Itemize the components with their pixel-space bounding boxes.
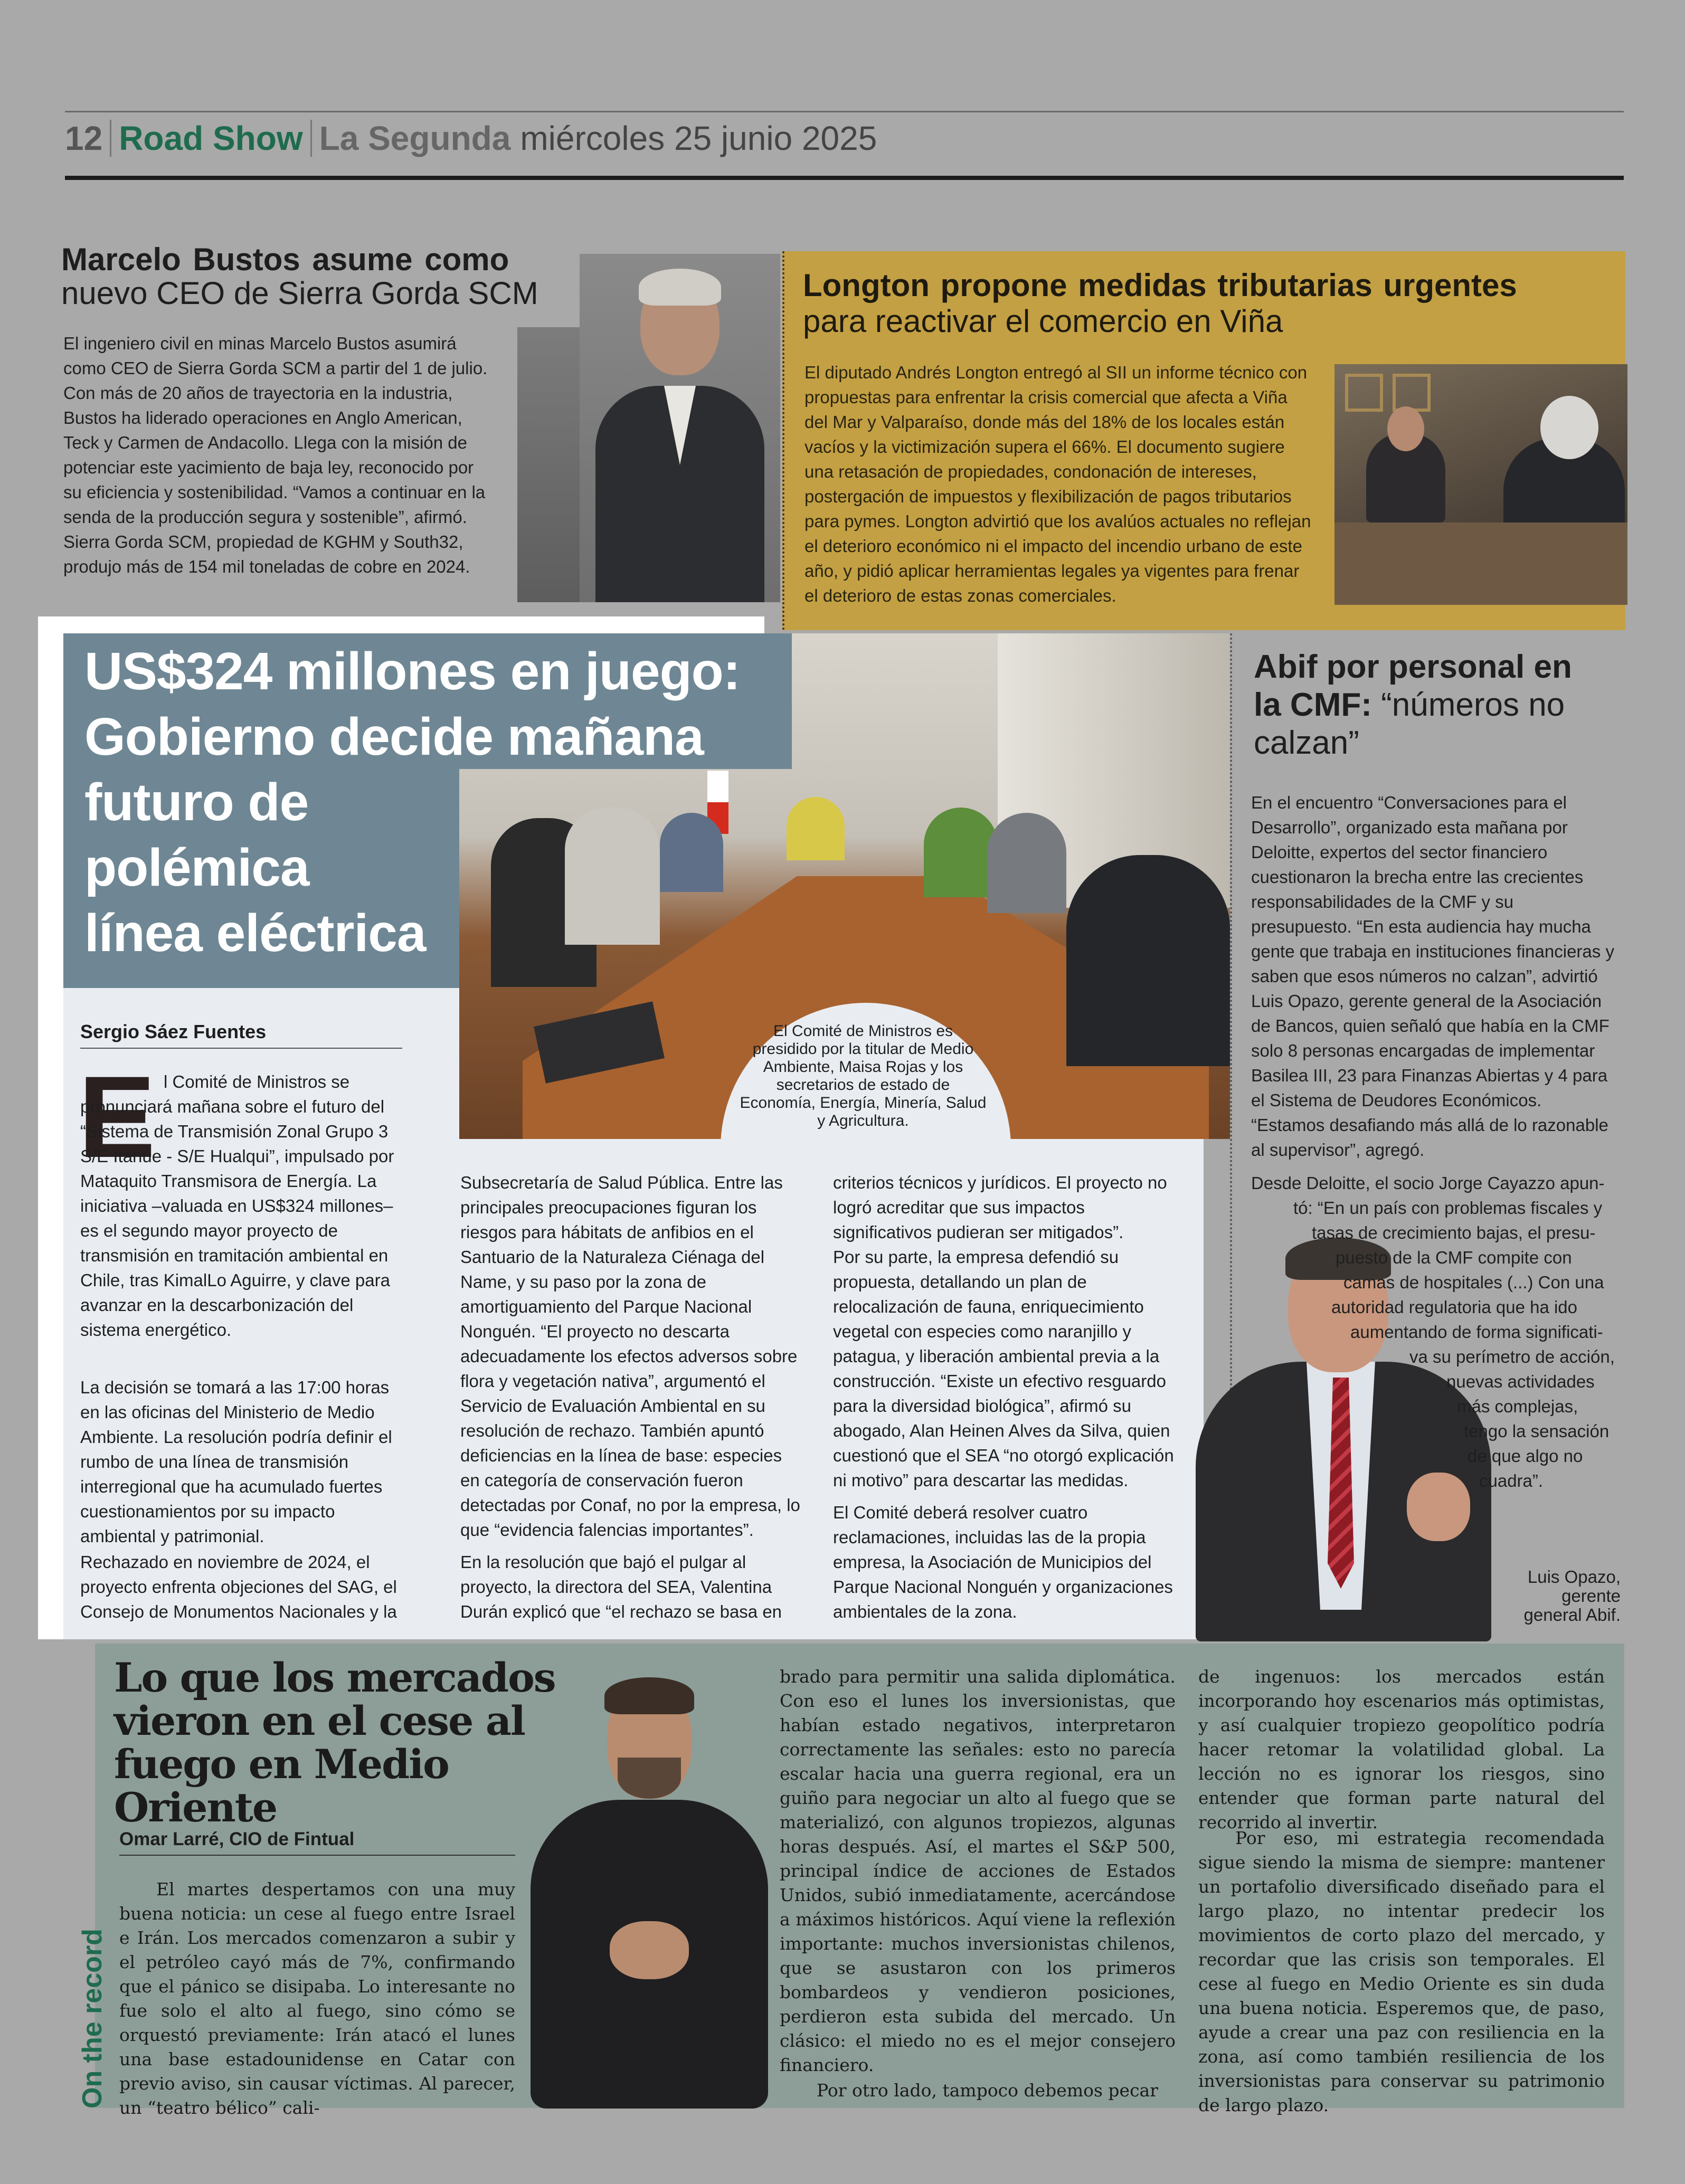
longton-person-right-head <box>1540 396 1598 459</box>
bustos-photo-offset <box>517 327 580 602</box>
bustos-body: El ingeniero civil en minas Marcelo Bustos asumirá como CEO de Sierra Gorda SCM a partir del 1 de julio. Con más de 20 años de trayectoria en la industria, Bustos ha liderado operaciones en Anglo American, Teck y Carmen de Andacollo. Llega con la misión de potenciar este yacimiento de baja ley, reconocido por su eficiencia y sostenibilidad. “Vamos a continuar en la senda de la producción segura y sostenible”, afirmó. Sierra Gorda SCM, propiedad de KGHM y South32, produjo más de 154 mil toneladas de cobre en 2024. <box>63 334 488 576</box>
dropcap: E <box>78 1052 156 1182</box>
abif-p2-line: aumentando de forma significati- <box>1350 1322 1603 1342</box>
record-col3-p1: de ingenuos: los mercados están incorporando hoy escenarios más optimistas, y así cualquier tropiezo geopolítico podría hacer retomar la volatilidad global. La lección no es ignorar los riesgos, sino entender que forman parte natural del recorrido al invertir. <box>1198 1666 1605 1832</box>
header-divider <box>110 120 111 157</box>
record-byline-rule <box>119 1855 515 1856</box>
abif-headline <box>1254 648 1602 762</box>
headline-line: polémica <box>84 838 309 897</box>
abif-title-bold: Abif por personal en la CMF: <box>1254 649 1572 723</box>
page-header <box>65 117 877 159</box>
publication-name: La Segunda <box>319 119 511 157</box>
record-col1: El martes despertamos con una muy buena noticia: un cese al fuego entre Israel e Irán. Los mercados comenzaron a subir y el petróleo cayó más de 7%, confirmando que el pánico se disipaba. Lo interesante no fue solo el alto al fuego, sino cómo se orquestó previamente: Irán atacó el lunes una base estadounidense en Catar con previo aviso, sin causar víctimas. Al parecer, un “teatro bélico” cali- <box>119 1879 515 2118</box>
abif-p2-line: cuadra”. <box>1479 1471 1544 1490</box>
byline-rule <box>80 1048 402 1049</box>
main-col3-p2: Por su parte, la empresa defendió su propuesta, detallando un plan de relocalización de fauna, enriquecimiento vegetal con especies como naranjillo y patagua, y liberación ambiental previa a la construcción. “Existe un efectivo resguardo para la diversidad biológica”, afirmó su abogado, Alan Heinen Alves da Silva, quien cuestionó que el SEA “no otorgó explicación ni motivo” para descartar las medidas. <box>833 1247 1174 1490</box>
longton-title-bold: Longton propone medidas tributarias urgentes <box>803 268 1517 303</box>
bustos-headline <box>61 243 579 310</box>
attendee <box>1066 855 1230 1066</box>
top-rule <box>65 111 1624 112</box>
bustos-title-bold: Marcelo Bustos asume como <box>61 242 509 277</box>
record-col2-p1: brado para permitir una salida diplomática. Con eso el lunes los inversionistas, que habían estado negativos, interpretaron correctamente las señales: esto no parecía escalar hacia una guerra regional, era un guiño para negociar un alto al fuego que se materializó, con algunos tropiezos, algunas horas después. Así, el martes el S&P 500, principal índice de acciones de Estados Unidos, subió inmediatamente, acercándose a máximos históricos. Aquí viene la reflexión importante: muchos inversionistas chilenos, que se asustaron con los primeros bombardeos y vendieron posiciones, perdieron esta subida del mercado. Un clásico: el miedo no es el mejor consejero financiero. <box>780 1666 1176 2075</box>
headline-line: US$324 millones en juego: <box>84 642 741 701</box>
abif-p2 <box>1235 1171 1621 1493</box>
bustos-hair <box>639 269 721 306</box>
record-vertical-label: On the record <box>77 1929 108 2109</box>
opazo-caption-line: Luis Opazo, <box>1527 1567 1621 1587</box>
main-col1-p2: La decisión se tomará a las 17:00 horas en las oficinas del Ministerio de Medio Ambiente. La resolución podría definir el rumbo de una línea de transmisión interregional que ha acumulado fuertes cuestionamientos por su impacto ambiental y patrimonial. <box>80 1378 392 1546</box>
abif-p1: En el encuentro “Conversaciones para el Desarrollo”, organizado esta mañana por Deloitte, expertos del sector financiero cuestionaron la brecha entre las crecientes responsabilidades de la CMF y su presupuesto. “En esta audiencia hay mucha gente que trabaja en instituciones financieras y saben que esos números no calzan”, advirtió Luis Opazo, gerente general de la Asociación de Bancos, quien señaló que había en la CMF solo 8 personas encargadas de implementar Basilea III, 23 para Finanzas Abiertas y 4 para el Sistema de Deudores Económicos. “Estamos desafiando más allá de lo razonable al supervisor”, agregó. <box>1251 793 1614 1160</box>
bustos-photo <box>580 254 780 602</box>
opazo-caption-line: gerente <box>1561 1586 1621 1606</box>
longton-frame <box>1345 374 1383 412</box>
abif-title-light: “números no calzan” <box>1254 687 1565 761</box>
main-col3-p1: criterios técnicos y jurídicos. El proyecto no logró acreditar que sus impactos significativos pudieran ser mitigados”. <box>833 1173 1167 1242</box>
headline-line: línea eléctrica <box>84 904 426 963</box>
record-col2-p2: Por otro lado, tampoco debemos pecar <box>817 2080 1158 2101</box>
main-col2-p1: Subsecretaría de Salud Pública. Entre las principales preocupaciones figuran los riesgos para hábitats de anfibios en el Santuario de la Naturaleza Ciénaga del Name, y su paso por la zona de amortiguamiento del Parque Nacional Nonguén. “El proyecto no descarta adecuadamente los efectos adversos sobre flora y vegetación nativa”, argumentó el Servicio de Evaluación Ambiental en su resolución de rechazo. También apuntó deficiencias en la línea de base: especies en categoría de conservación fueron detectadas por Conaf, no por la empresa, lo que “evidencia falencias importantes”. <box>460 1173 800 1540</box>
headline-line: Gobierno decide mañana <box>84 707 704 766</box>
larre-photo <box>525 1673 773 2109</box>
abif-p2-line: tasas de crecimiento bajas, el presu- <box>1312 1223 1596 1242</box>
longton-box <box>782 251 1625 630</box>
header-divider <box>310 120 312 157</box>
opazo-caption <box>1478 1568 1621 1625</box>
bustos-title-light: nuevo CEO de Sierra Gorda SCM <box>61 276 538 311</box>
attendee <box>924 808 998 897</box>
longton-table <box>1334 523 1627 605</box>
longton-person-left-head <box>1387 406 1424 451</box>
header-rule <box>65 176 1624 180</box>
abif-p2-line: Desde Deloitte, el socio Jorge Cayazzo apun- <box>1251 1173 1605 1193</box>
issue-date: miércoles 25 junio 2025 <box>520 119 877 157</box>
abif-p2-line: de que algo no <box>1468 1446 1583 1466</box>
main-headline <box>84 639 781 966</box>
longton-frame <box>1393 374 1431 412</box>
main-col1-p3: Rechazado en noviembre de 2024, el proyecto enfrenta objeciones del SAG, el Consejo de Monumentos Nacionales y la <box>80 1552 397 1621</box>
abif-p2-line: nuevas actividades <box>1446 1372 1595 1391</box>
abif-p2-line: puesto de la CMF compite con <box>1336 1248 1572 1267</box>
opazo-caption-line: general Abif. <box>1523 1605 1621 1625</box>
larre-beard <box>618 1758 681 1799</box>
larre-hands <box>610 1921 689 1979</box>
longton-body: El diputado Andrés Longton entregó al SII un informe técnico con propuestas para enfrentar la crisis comercial que afecta a Viña del Mar y Valparaíso, donde más del 18% de los locales están vacíos y la victimización supera el 66%. El documento sugiere una retasación de propiedades, condonación de intereses, postergación de impuestos y flexibilización de pagos tributarios para pymes. Longton advirtió que los avalúos actuales no reflejan el deterioro económico ni el impacto del incendio urbano de este año, y pidió aplicar herramientas legales ya vigentes para frenar el deterioro de estas zonas comerciales. <box>804 363 1311 605</box>
abif-p2-line: camas de hospitales (...) Con una <box>1343 1273 1604 1292</box>
record-title: Lo que los mercados vieron en el cese al fuego en Medio Oriente <box>114 1654 555 1831</box>
record-col3-p2: Por eso, mi estrategia recomendada sigue siendo la misma de siempre: mantener un portafolio diversificado diseñado para el largo plazo, no intentar predecir los movimientos de corto plazo del mercado, y recordar que las crisis son temporales. El cese al fuego en Medio Oriente es sin duda una buena noticia. Esperemos que, de paso, ayude a crear una paz con resiliencia en la zona, así como también resiliencia de los inversionistas para conservar su patrimonio de largo plazo. <box>1198 1828 1605 2115</box>
committee-caption: El Comité de Ministros es presidido por la titular de Medio Ambiente, Maisa Rojas y los secretarios de estado de Economía, Energía, Minería, Salud y Agricultura. <box>740 1022 987 1129</box>
attendee <box>987 813 1066 913</box>
longton-photo <box>1334 364 1627 605</box>
main-byline: Sergio Sáez Fuentes <box>80 1021 267 1042</box>
section-name: Road Show <box>119 119 303 157</box>
page-number: 12 <box>65 119 103 157</box>
record-byline: Omar Larré, CIO de Fintual <box>119 1829 355 1849</box>
longton-title-light: para reactivar el comercio en Viña <box>803 303 1283 339</box>
larre-hair <box>604 1677 694 1714</box>
main-col3-p3: El Comité deberá resolver cuatro reclamaciones, incluidas las de la propia empresa, la Asociación de Municipios del Parque Nacional Nonguén y organizaciones ambientales de la zona. <box>833 1503 1173 1621</box>
abif-p2-line: tó: “En un país con problemas fiscales y <box>1293 1198 1603 1218</box>
abif-p2-line: más complejas, <box>1457 1397 1578 1416</box>
abif-p2-line: va su perímetro de acción, <box>1409 1347 1615 1366</box>
attendee <box>787 797 845 860</box>
headline-line: futuro de <box>84 773 309 832</box>
main-col1-lead: l Comité de Ministros se pronunciará mañana sobre el futuro del “Sistema de Transmisión Zonal Grupo 3 S/E Itahue - S/E Hualqui”, impulsado por Mataquito Transmisora de Energía. La iniciativa –valuada en US$324 millones– es el segundo mayor proyecto de transmisión en tramitación ambiental en Chile, tras KimalLo Aguirre, y clave para avanzar en la descarbonización del sistema energético. <box>80 1072 394 1340</box>
abif-p2-line: autoridad regulatoria que ha ido <box>1331 1297 1578 1317</box>
main-col2-p2: En la resolución que bajó el pulgar al proyecto, la directora del SEA, Valentina Durán explicó que “el rechazo se basa en <box>460 1552 782 1621</box>
abif-p2-line: tengo la sensación <box>1464 1421 1610 1441</box>
